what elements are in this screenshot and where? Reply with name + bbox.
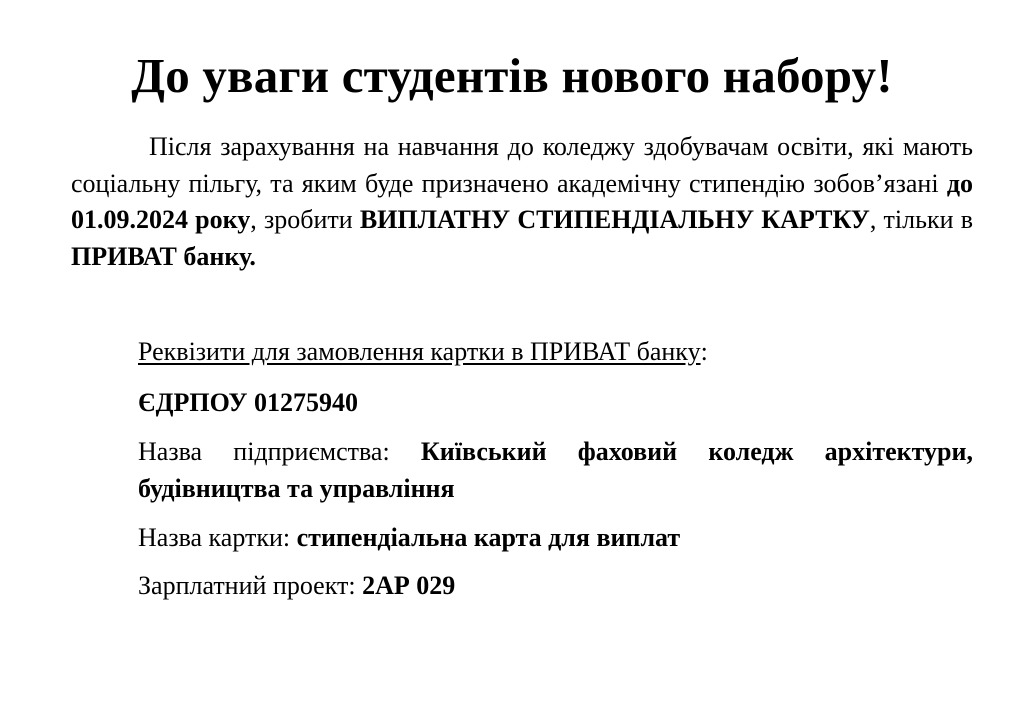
intro-text-2: , зробити [250, 205, 360, 234]
deadline-text: до 01.09.2024 року [71, 168, 973, 234]
intro-text-1: Після зарахування на навчання до коледжу здобувачам освіти, які мають соціальну пільгу, та яким буде призначено академічну стипендію зобов’язані [71, 132, 973, 198]
intro-text-3: , тільки в [869, 205, 973, 234]
edrpou-code: ЄДРПОУ 01275940 [138, 388, 358, 417]
card-name-line [138, 520, 973, 556]
card-value: стипендіальна карта для виплат [296, 523, 681, 552]
company-name-line [138, 433, 973, 507]
company-value: Київський фаховий коледж архітектури, будівництва та управління [138, 437, 973, 503]
requisites-header [138, 334, 973, 370]
salary-project-line [138, 568, 973, 604]
project-value: 2АР 029 [362, 571, 456, 600]
company-label: Назва підприємства: [138, 437, 421, 466]
intro-paragraph [71, 129, 973, 275]
bank-text: ПРИВАТ банку. [71, 241, 256, 271]
requisites-header-text: Реквізити для замовлення картки в ПРИВАТ банку [138, 337, 701, 366]
card-label: Назва картки: [138, 523, 297, 552]
card-type-text: ВИПЛАТНУ СТИПЕНДІАЛЬНУ КАРТКУ [359, 205, 870, 234]
project-label: Зарплатний проект: [138, 571, 363, 600]
page-title: До уваги студентів нового набору! [131, 48, 893, 103]
requisites-header-colon: : [700, 337, 708, 366]
